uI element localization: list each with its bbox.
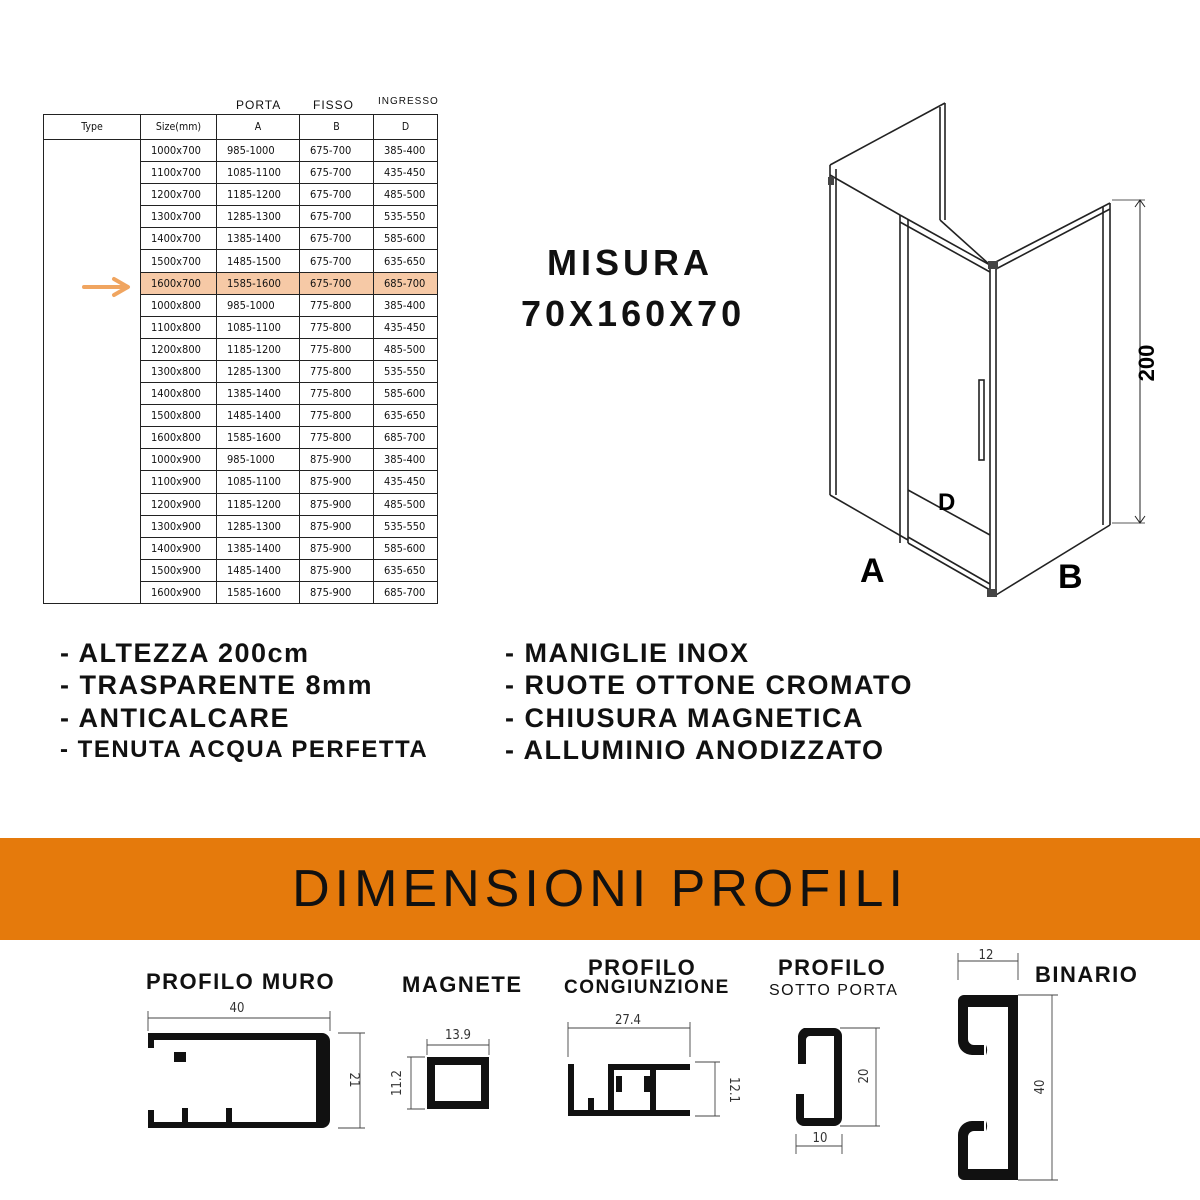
header-a: A xyxy=(217,115,300,140)
congiunzione-height: 12.1 xyxy=(726,1076,741,1104)
binario-height: 40 xyxy=(1033,1079,1048,1095)
fisso-cell: 675-700 xyxy=(300,228,374,250)
congiunzione-width: 27.4 xyxy=(614,1013,642,1028)
sotto-porta-height: 20 xyxy=(857,1068,872,1084)
size-cell: 1400x700 xyxy=(141,228,217,250)
size-cell: 1500x900 xyxy=(141,559,217,581)
magnete-drawing xyxy=(385,1015,505,1115)
porta-cell: 1385-1400 xyxy=(217,537,300,559)
porta-cell: 1285-1300 xyxy=(217,206,300,228)
congiunzione-title-1: PROFILO xyxy=(588,955,697,980)
label-d: D xyxy=(938,489,956,516)
porta-cell: 1185-1200 xyxy=(217,184,300,206)
sotto-porta-title: PROFILO xyxy=(778,955,887,980)
porta-cell: 1485-1500 xyxy=(217,250,300,272)
type-cell xyxy=(44,140,141,604)
fisso-cell: 775-800 xyxy=(300,360,374,382)
porta-cell: 1285-1300 xyxy=(217,360,300,382)
size-cell: 1300x900 xyxy=(141,515,217,537)
sotto-porta-subtitle: SOTTO PORTA xyxy=(769,982,899,999)
ingresso-cell: 485-500 xyxy=(374,493,438,515)
ingresso-cell: 635-650 xyxy=(374,559,438,581)
fisso-cell: 775-800 xyxy=(300,383,374,405)
ingresso-cell: 635-650 xyxy=(374,250,438,272)
header-d: D xyxy=(374,115,438,140)
header-size: Size(mm) xyxy=(141,115,217,140)
fisso-cell: 875-900 xyxy=(300,515,374,537)
porta-cell: 1185-1200 xyxy=(217,493,300,515)
porta-cell: 1285-1300 xyxy=(217,515,300,537)
highlight-arrow-icon xyxy=(80,276,136,298)
ingresso-cell: 685-700 xyxy=(374,427,438,449)
ingresso-cell: 585-600 xyxy=(374,228,438,250)
porta-cell: 1185-1200 xyxy=(217,338,300,360)
ingresso-cell: 585-600 xyxy=(374,537,438,559)
size-cell: 1100x700 xyxy=(141,162,217,184)
header-type: Type xyxy=(44,115,141,140)
size-table xyxy=(43,114,438,604)
muro-width: 40 xyxy=(229,1001,245,1016)
porta-cell: 985-1000 xyxy=(217,449,300,471)
misura-value: 70X160X70 xyxy=(521,293,746,334)
ingresso-cell: 635-650 xyxy=(374,405,438,427)
fisso-cell: 675-700 xyxy=(300,206,374,228)
fisso-cell: 775-800 xyxy=(300,427,374,449)
table-row xyxy=(44,140,438,162)
binario-title: BINARIO xyxy=(1035,962,1139,987)
sotto-porta-width: 10 xyxy=(812,1131,828,1146)
feature-left-4: - TENUTA ACQUA PERFETTA xyxy=(60,736,429,763)
porta-cell: 1085-1100 xyxy=(217,471,300,493)
feature-left-1: - ALTEZZA 200cm xyxy=(60,638,310,668)
fisso-cell: 875-900 xyxy=(300,559,374,581)
fisso-cell: 675-700 xyxy=(300,162,374,184)
header-b: B xyxy=(300,115,374,140)
porta-cell: 985-1000 xyxy=(217,140,300,162)
fisso-cell: 775-800 xyxy=(300,338,374,360)
profilo-muro-title: PROFILO MURO xyxy=(146,969,336,994)
fisso-cell: 675-700 xyxy=(300,250,374,272)
size-cell: 1600x900 xyxy=(141,581,217,603)
height-label: 200 xyxy=(1134,344,1159,382)
fisso-cell: 775-800 xyxy=(300,316,374,338)
fisso-cell: 875-900 xyxy=(300,449,374,471)
ingresso-cell: 385-400 xyxy=(374,294,438,316)
porta-cell: 1585-1600 xyxy=(217,427,300,449)
ingresso-cell: 535-550 xyxy=(374,360,438,382)
label-a: A xyxy=(860,552,885,590)
label-fisso: FISSO xyxy=(313,98,355,112)
size-cell: 1200x700 xyxy=(141,184,217,206)
size-cell: 1400x800 xyxy=(141,383,217,405)
feature-right-2: - RUOTE OTTONE CROMATO xyxy=(505,670,913,700)
size-cell: 1300x800 xyxy=(141,360,217,382)
shower-enclosure-drawing xyxy=(800,95,1170,615)
profilo-muro-drawing xyxy=(140,996,380,1136)
ingresso-cell: 385-400 xyxy=(374,449,438,471)
feature-left-2: - TRASPARENTE 8mm xyxy=(60,670,374,700)
ingresso-cell: 385-400 xyxy=(374,140,438,162)
porta-cell: 1485-1400 xyxy=(217,559,300,581)
congiunzione-drawing xyxy=(560,1012,750,1122)
porta-cell: 1385-1400 xyxy=(217,228,300,250)
size-cell: 1100x800 xyxy=(141,316,217,338)
fisso-cell: 775-800 xyxy=(300,294,374,316)
size-table-body xyxy=(44,140,438,604)
label-b: B xyxy=(1058,558,1083,596)
banner-title: DIMENSIONI PROFILI xyxy=(292,860,908,918)
porta-cell: 1085-1100 xyxy=(217,316,300,338)
size-cell: 1300x700 xyxy=(141,206,217,228)
size-cell: 1500x700 xyxy=(141,250,217,272)
size-cell: 1200x800 xyxy=(141,338,217,360)
porta-cell: 1585-1600 xyxy=(217,272,300,294)
sotto-porta-drawing xyxy=(780,1018,890,1158)
ingresso-cell: 535-550 xyxy=(374,206,438,228)
fisso-cell: 875-900 xyxy=(300,493,374,515)
ingresso-cell: 685-700 xyxy=(374,272,438,294)
fisso-cell: 875-900 xyxy=(300,581,374,603)
magnete-title: MAGNETE xyxy=(402,972,523,997)
fisso-cell: 675-700 xyxy=(300,184,374,206)
size-cell: 1100x900 xyxy=(141,471,217,493)
feature-left-3: - ANTICALCARE xyxy=(60,703,290,733)
fisso-cell: 675-700 xyxy=(300,272,374,294)
size-cell: 1400x900 xyxy=(141,537,217,559)
binario-width: 12 xyxy=(978,948,994,963)
size-cell: 1000x900 xyxy=(141,449,217,471)
size-cell: 1500x800 xyxy=(141,405,217,427)
fisso-cell: 775-800 xyxy=(300,405,374,427)
muro-height: 21 xyxy=(346,1072,361,1088)
porta-cell: 1485-1400 xyxy=(217,405,300,427)
size-cell: 1600x700 xyxy=(141,272,217,294)
fisso-cell: 875-900 xyxy=(300,537,374,559)
ingresso-cell: 435-450 xyxy=(374,316,438,338)
magnete-height: 11.2 xyxy=(390,1069,405,1097)
size-cell: 1000x800 xyxy=(141,294,217,316)
fisso-cell: 875-900 xyxy=(300,471,374,493)
feature-right-4: - ALLUMINIO ANODIZZATO xyxy=(505,735,885,765)
profiles-banner xyxy=(0,838,1200,940)
feature-right-3: - CHIUSURA MAGNETICA xyxy=(505,703,864,733)
feature-right-1: - MANIGLIE INOX xyxy=(505,638,750,668)
label-ingresso: INGRESSO xyxy=(378,96,439,107)
misura-title: MISURA xyxy=(547,242,713,283)
ingresso-cell: 435-450 xyxy=(374,471,438,493)
size-cell: 1000x700 xyxy=(141,140,217,162)
ingresso-cell: 435-450 xyxy=(374,162,438,184)
ingresso-cell: 685-700 xyxy=(374,581,438,603)
porta-cell: 1585-1600 xyxy=(217,581,300,603)
ingresso-cell: 485-500 xyxy=(374,338,438,360)
label-porta: PORTA xyxy=(236,98,282,112)
ingresso-cell: 485-500 xyxy=(374,184,438,206)
fisso-cell: 675-700 xyxy=(300,140,374,162)
porta-cell: 985-1000 xyxy=(217,294,300,316)
magnete-width: 13.9 xyxy=(444,1028,472,1043)
ingresso-cell: 585-600 xyxy=(374,383,438,405)
ingresso-cell: 535-550 xyxy=(374,515,438,537)
size-cell: 1200x900 xyxy=(141,493,217,515)
congiunzione-title-2: CONGIUNZIONE xyxy=(564,977,730,998)
porta-cell: 1085-1100 xyxy=(217,162,300,184)
porta-cell: 1385-1400 xyxy=(217,383,300,405)
binario-drawing xyxy=(940,945,1070,1185)
size-cell: 1600x800 xyxy=(141,427,217,449)
